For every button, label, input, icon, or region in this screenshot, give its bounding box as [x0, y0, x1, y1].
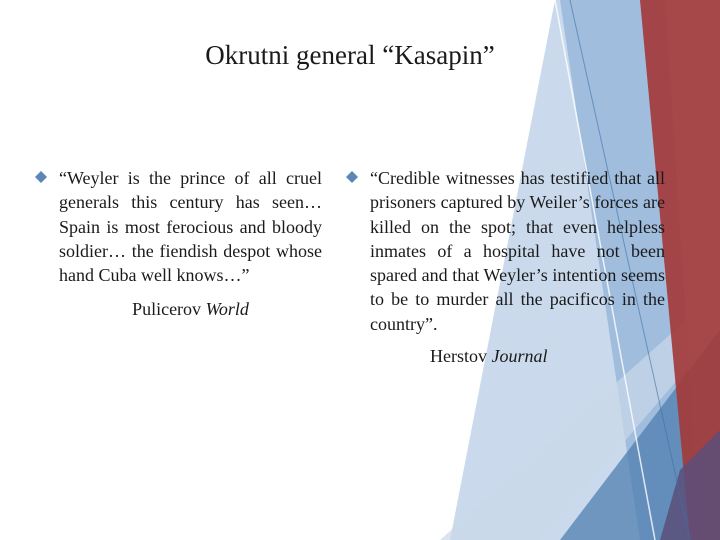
quote-text: “Weyler is the prince of all cruel generals this century has seen… Spain is most ferocious and bloody soldier… the fiendish despot whose hand Cuba well knows…” [59, 168, 322, 286]
quote-column-right [345, 166, 665, 367]
diamond-bullet-icon [345, 170, 359, 184]
attribution-publication: World [205, 299, 249, 320]
attribution-prefix: Herstov [430, 346, 487, 367]
quote-text: “Credible witnesses has testified that all prisoners captured by Weiler’s forces are killed on the spot; that even helpless inmates of a hospital have not been spared and that Weyler’s intention seems to be to murder all the pacificos in the country”. [370, 168, 665, 334]
quote-attribution [34, 299, 322, 320]
attribution-prefix: Pulicerov [132, 299, 202, 320]
attribution-publication: Journal [491, 346, 548, 367]
diamond-bullet-icon [34, 170, 48, 184]
quote-column-left [34, 166, 322, 320]
quote-attribution [430, 346, 665, 367]
slide-title: Okrutni general “Kasapin” [205, 40, 495, 70]
